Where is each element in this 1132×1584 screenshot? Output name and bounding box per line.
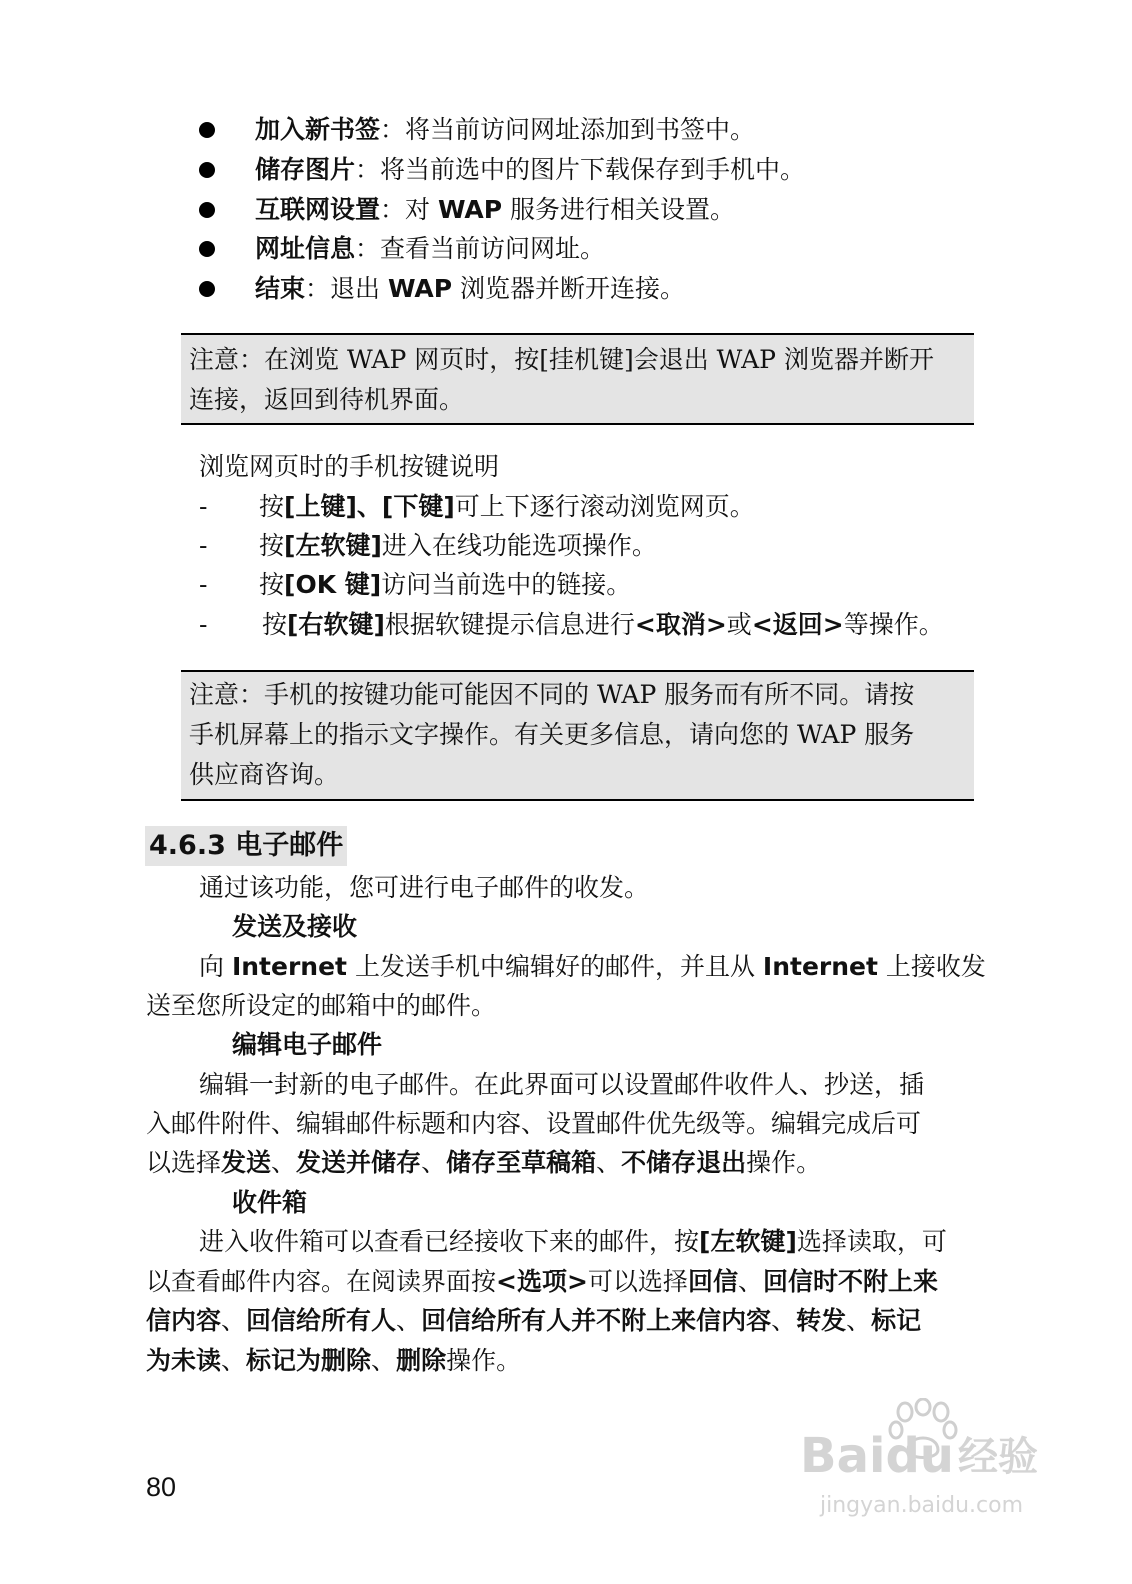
- page-number: 80: [146, 1472, 177, 1502]
- paragraph-line: 送至您所设定的邮箱中的邮件。: [146, 991, 497, 1020]
- note-box-hangup: [181, 333, 974, 425]
- menu-option: 结束：退出 WAP 浏览器并断开连接。: [255, 274, 686, 303]
- dash-marker: -: [199, 531, 208, 560]
- paragraph-line: 信内容、回信给所有人、回信给所有人并不附上来信内容、转发、标记: [146, 1306, 922, 1335]
- bullet-icon: [199, 122, 215, 138]
- key-instruction: 按[OK 键]访问当前选中的链接。: [259, 570, 632, 599]
- menu-option: 互联网设置：对 WAP 服务进行相关设置。: [255, 195, 736, 224]
- watermark-brand: Baidu: [800, 1428, 954, 1484]
- menu-option: 加入新书签：将当前访问网址添加到书签中。: [255, 115, 756, 144]
- paragraph-line: 编辑一封新的电子邮件。在此界面可以设置邮件收件人、抄送，插: [199, 1070, 925, 1099]
- paragraph-line: 进入收件箱可以查看已经接收下来的邮件，按[左软键]选择读取，可: [199, 1227, 947, 1256]
- bullet-icon: [199, 202, 215, 218]
- dash-marker: -: [199, 610, 208, 639]
- bullet-icon: [199, 241, 215, 257]
- paragraph-line: 入邮件附件、编辑邮件标题和内容、设置邮件优先级等。编辑完成后可: [146, 1109, 922, 1138]
- keys-title: 浏览网页时的手机按键说明: [199, 452, 500, 481]
- key-instruction: 按[左软键]进入在线功能选项操作。: [259, 531, 657, 560]
- note-text: 注意：在浏览 WAP 网页时，按[挂机键]会退出 WAP 浏览器并断开: [189, 345, 934, 374]
- note-text: 注意：手机的按键功能可能因不同的 WAP 服务而有所不同。请按: [189, 680, 915, 709]
- note-box-wap-service: [181, 670, 974, 801]
- bullet-icon: [199, 162, 215, 178]
- watermark-jingyan: 经验: [958, 1434, 1038, 1480]
- subheading-edit-mail: 编辑电子邮件: [232, 1030, 383, 1059]
- bullet-icon: [199, 281, 215, 297]
- watermark-url: jingyan.baidu.com: [820, 1493, 1024, 1518]
- paragraph-line: 以查看邮件内容。在阅读界面按<选项>可以选择回信、回信时不附上来: [146, 1267, 938, 1296]
- key-instruction: 按[右软键]根据软键提示信息进行<取消>或<返回>等操作。: [262, 610, 944, 639]
- menu-option: 储存图片：将当前选中的图片下载保存到手机中。: [255, 155, 806, 184]
- paragraph-line: 为未读、标记为删除、删除操作。: [146, 1346, 522, 1375]
- subheading-send-receive: 发送及接收: [232, 912, 358, 941]
- note-text: 供应商咨询。: [189, 760, 340, 789]
- dash-marker: -: [199, 570, 208, 599]
- section-heading: 4.6.3 电子邮件: [145, 826, 347, 866]
- section-intro: 通过该功能，您可进行电子邮件的收发。: [199, 873, 650, 902]
- subheading-inbox: 收件箱: [232, 1188, 308, 1217]
- note-text: 手机屏幕上的指示文字操作。有关更多信息，请向您的 WAP 服务: [189, 720, 915, 749]
- key-instruction: 按[上键]、[下键]可上下逐行滚动浏览网页。: [259, 492, 755, 521]
- menu-option: 网址信息：查看当前访问网址。: [255, 234, 606, 263]
- note-text: 连接，返回到待机界面。: [189, 385, 465, 414]
- dash-marker: -: [199, 492, 208, 521]
- paragraph-line: 以选择发送、发送并储存、储存至草稿箱、不储存退出操作。: [146, 1148, 822, 1177]
- paragraph-line: 向 Internet 上发送手机中编辑好的邮件，并且从 Internet 上接收发: [199, 952, 986, 981]
